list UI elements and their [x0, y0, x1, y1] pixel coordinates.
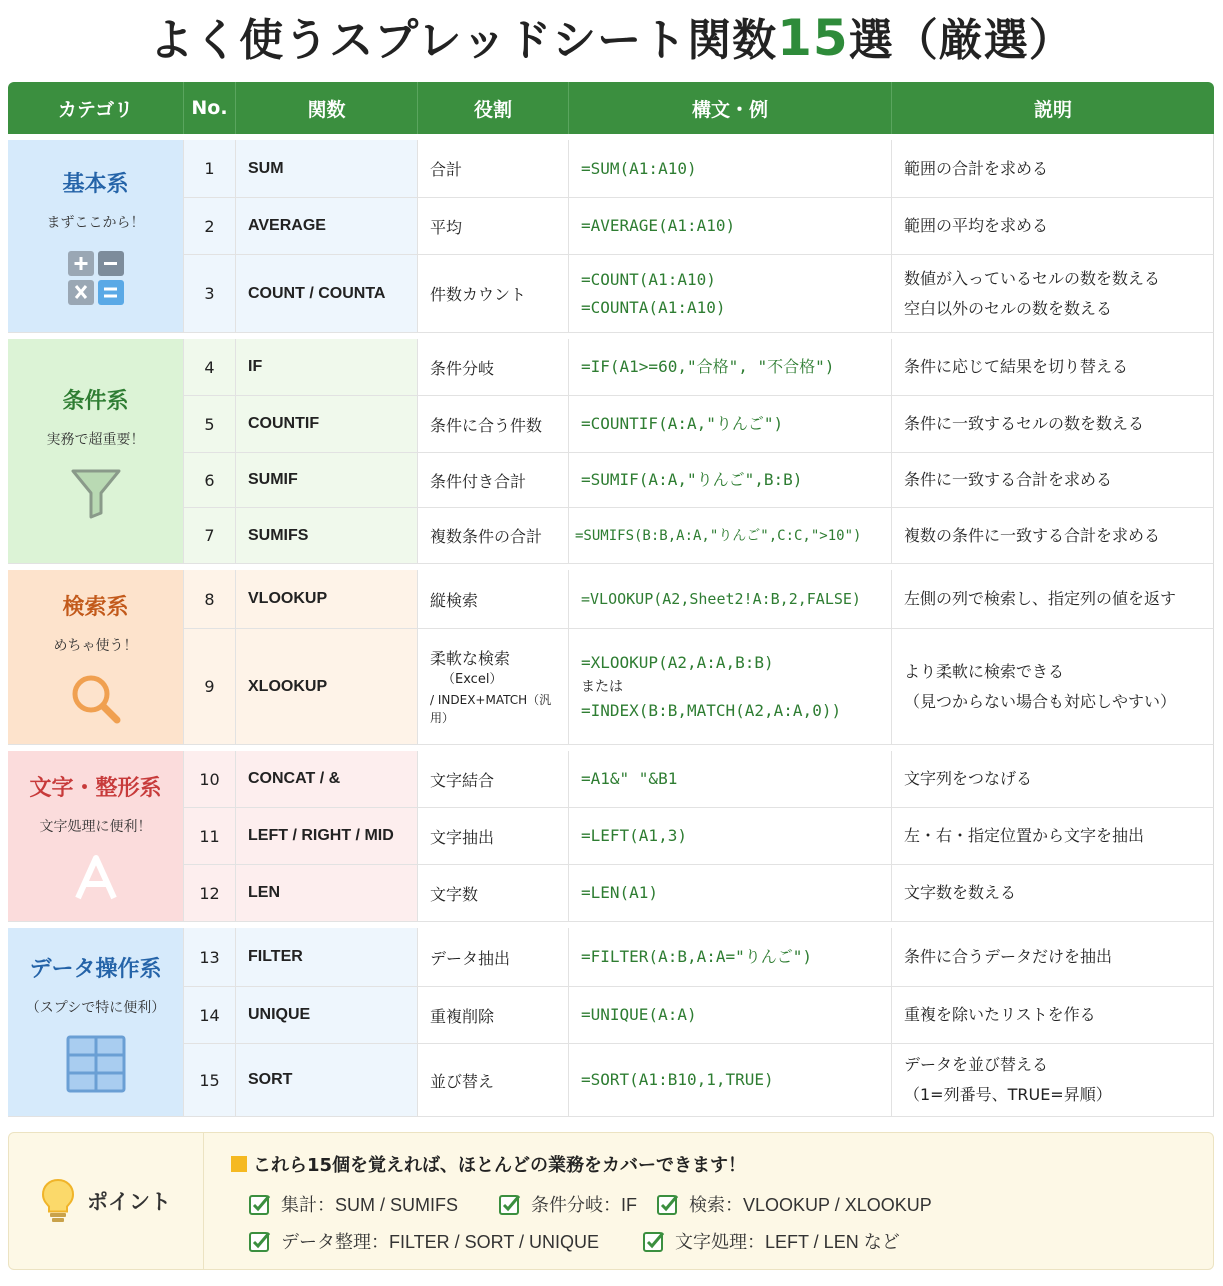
syntax-line: =INDEX(B:B,MATCH(A2,A:A,0)): [581, 700, 842, 720]
point-headline: [231, 1151, 746, 1177]
function-syntax: =LEN(A1): [569, 865, 892, 922]
function-role: 合計: [418, 140, 569, 198]
table-row: [8, 508, 1214, 564]
category-search: [8, 570, 184, 745]
filter-icon: [70, 467, 122, 519]
table-row: [8, 339, 1214, 396]
point-item-text: 集計：SUM / SUMIFS: [281, 1195, 459, 1215]
category-subtitle: まずここから！: [46, 214, 145, 231]
category-title: データ操作系: [29, 956, 162, 982]
function-syntax: =VLOOKUP(A2,Sheet2!A:B,2,FALSE): [569, 570, 892, 629]
category-title: 文字・整形系: [29, 775, 162, 801]
function-role: 縦検索: [418, 570, 569, 629]
row-number: 13: [184, 928, 236, 987]
point-item: [657, 1191, 932, 1217]
letter-a-icon: [72, 854, 120, 902]
function-description: [892, 255, 1214, 333]
row-number: 12: [184, 865, 236, 922]
page-title: [0, 6, 1223, 70]
function-description: 重複を除いたリストを作る: [892, 987, 1214, 1044]
function-syntax: =SUMIFS(B:B,A:A,"りんご",C:C,">10"): [569, 508, 892, 564]
function-role: 文字抽出: [418, 808, 569, 865]
function-role: 並び替え: [418, 1044, 569, 1117]
role-note: （Excel）: [442, 672, 503, 687]
description-line: 数値が入っているセルの数を数える: [904, 268, 1161, 288]
header-category: カテゴリ: [8, 82, 184, 134]
function-name: LEN: [236, 865, 418, 922]
calculator-icon: [67, 250, 125, 306]
magnifier-icon: [70, 673, 122, 725]
function-syntax: =SUM(A1:A10): [569, 140, 892, 198]
description-line: （見つからない場合も対応しやすい）: [904, 691, 1177, 711]
function-role: 文字結合: [418, 751, 569, 808]
header-function: 関数: [236, 82, 418, 134]
function-syntax: [569, 255, 892, 333]
row-number: 8: [184, 570, 236, 629]
point-headline-text: これら15個を覚えれば、ほとんどの業務をカバーできます！: [253, 1155, 747, 1176]
header-role: 役割: [418, 82, 569, 134]
function-role: 文字数: [418, 865, 569, 922]
function-description: 文字列をつなげる: [892, 751, 1214, 808]
function-role: [418, 629, 569, 745]
table-row: [8, 987, 1214, 1044]
function-description: 条件に一致するセルの数を数える: [892, 396, 1214, 453]
point-item-text: 検索：VLOOKUP / XLOOKUP: [689, 1195, 932, 1215]
row-number: 14: [184, 987, 236, 1044]
row-number: 11: [184, 808, 236, 865]
category-subtitle: 文字処理に便利！: [39, 818, 152, 835]
row-number: 2: [184, 198, 236, 255]
function-name: XLOOKUP: [236, 629, 418, 745]
table-row: [8, 808, 1214, 865]
point-item: [249, 1228, 599, 1254]
function-description: 左側の列で検索し、指定列の値を返す: [892, 570, 1214, 629]
syntax-line: =COUNTA(A1:A10): [581, 297, 726, 317]
function-role: データ抽出: [418, 928, 569, 987]
title-number: 15: [777, 9, 849, 67]
function-role: 平均: [418, 198, 569, 255]
row-number: 1: [184, 140, 236, 198]
description-line: （1=列番号、TRUE=昇順）: [904, 1085, 1112, 1104]
category-text: [8, 751, 184, 922]
row-number: 10: [184, 751, 236, 808]
category-subtitle: 実務で超重要！: [46, 431, 145, 448]
function-syntax: =AVERAGE(A1:A10): [569, 198, 892, 255]
function-syntax: =FILTER(A:B,A:A="りんご"): [569, 928, 892, 987]
category-data: [8, 928, 184, 1117]
function-name: SUMIFS: [236, 508, 418, 564]
function-description: 範囲の平均を求める: [892, 198, 1214, 255]
function-name: AVERAGE: [236, 198, 418, 255]
function-role: 件数カウント: [418, 255, 569, 333]
point-item: [499, 1191, 637, 1217]
category-basic: [8, 140, 184, 333]
function-description: 複数の条件に一致する合計を求める: [892, 508, 1214, 564]
header-no: No.: [184, 82, 236, 134]
function-name: LEFT / RIGHT / MID: [236, 808, 418, 865]
function-name: UNIQUE: [236, 987, 418, 1044]
function-name: SUMIF: [236, 453, 418, 508]
header-syntax: 構文・例: [569, 82, 892, 134]
syntax-line: =XLOOKUP(A2,A:A,B:B): [581, 652, 774, 672]
category-condition: [8, 339, 184, 564]
role-line: 柔軟な検索: [430, 649, 511, 668]
description-line: より柔軟に検索できる: [904, 661, 1065, 681]
function-syntax: =LEFT(A1,3): [569, 808, 892, 865]
point-label-area: [9, 1133, 204, 1269]
function-name: CONCAT / &: [236, 751, 418, 808]
description-line: データを並び替える: [904, 1055, 1049, 1074]
header-description: 説明: [892, 82, 1214, 134]
functions-table: [8, 82, 1214, 1117]
function-name: SUM: [236, 140, 418, 198]
square-bullet-icon: [231, 1156, 247, 1172]
function-description: 条件に一致する合計を求める: [892, 453, 1214, 508]
table-row: [8, 453, 1214, 508]
table-row: [8, 255, 1214, 333]
function-description: [892, 1044, 1214, 1117]
function-syntax: =A1&" "&B1: [569, 751, 892, 808]
checkbox-checked-icon: [657, 1193, 679, 1215]
function-syntax: =COUNTIF(A:A,"りんご"): [569, 396, 892, 453]
function-role: 条件に合う件数: [418, 396, 569, 453]
row-number: 7: [184, 508, 236, 564]
row-number: 3: [184, 255, 236, 333]
checkbox-checked-icon: [499, 1193, 521, 1215]
table-row: [8, 1044, 1214, 1117]
role-note: / INDEX+MATCH（汎用）: [430, 693, 552, 725]
function-role: 条件付き合計: [418, 453, 569, 508]
table-row: [8, 928, 1214, 987]
checkbox-checked-icon: [249, 1230, 271, 1252]
point-item: [249, 1191, 458, 1217]
function-description: 範囲の合計を求める: [892, 140, 1214, 198]
syntax-line: =COUNT(A1:A10): [581, 269, 716, 289]
checkbox-checked-icon: [643, 1230, 665, 1252]
function-role: 重複削除: [418, 987, 569, 1044]
point-item: [643, 1228, 900, 1254]
function-description: 文字数を数える: [892, 865, 1214, 922]
point-box: [8, 1132, 1214, 1270]
function-role: 条件分岐: [418, 339, 569, 396]
function-name: COUNTIF: [236, 396, 418, 453]
point-item-text: 文字処理：LEFT / LEN など: [675, 1232, 900, 1252]
table-row: [8, 140, 1214, 198]
table-row: [8, 751, 1214, 808]
function-name: IF: [236, 339, 418, 396]
point-item-text: 条件分岐：IF: [531, 1195, 637, 1215]
function-syntax: =SORT(A1:B10,1,TRUE): [569, 1044, 892, 1117]
row-number: 9: [184, 629, 236, 745]
category-title: 条件系: [62, 388, 129, 414]
row-number: 4: [184, 339, 236, 396]
category-title: 基本系: [62, 171, 129, 197]
title-text: よく使うスプレッドシート関数: [149, 15, 778, 66]
function-name: VLOOKUP: [236, 570, 418, 629]
table-row: [8, 570, 1214, 629]
description-line: 空白以外のセルの数を数える: [904, 298, 1113, 318]
checkbox-checked-icon: [249, 1193, 271, 1215]
row-number: 6: [184, 453, 236, 508]
category-subtitle: めちゃ使う！: [53, 637, 138, 654]
function-syntax: [569, 629, 892, 745]
function-syntax: =IF(A1>=60,"合格", "不合格"): [569, 339, 892, 396]
function-name: COUNT / COUNTA: [236, 255, 418, 333]
lightbulb-icon: [41, 1178, 75, 1224]
grid-table-icon: [66, 1035, 126, 1093]
function-syntax: =SUMIF(A:A,"りんご",B:B): [569, 453, 892, 508]
category-subtitle: （スプシで特に便利）: [25, 999, 166, 1016]
table-header-row: [8, 82, 1214, 134]
function-syntax: =UNIQUE(A:A): [569, 987, 892, 1044]
function-description: 左・右・指定位置から文字を抽出: [892, 808, 1214, 865]
table-row: [8, 865, 1214, 922]
syntax-or: または: [581, 678, 623, 695]
function-name: SORT: [236, 1044, 418, 1117]
function-description: [892, 629, 1214, 745]
point-item-text: データ整理：FILTER / SORT / UNIQUE: [281, 1232, 600, 1252]
function-name: FILTER: [236, 928, 418, 987]
title-suffix: 選（厳選）: [848, 15, 1074, 66]
category-title: 検索系: [62, 594, 129, 620]
row-number: 5: [184, 396, 236, 453]
function-role: 複数条件の合計: [418, 508, 569, 564]
function-description: 条件に合うデータだけを抽出: [892, 928, 1214, 987]
function-description: 条件に応じて結果を切り替える: [892, 339, 1214, 396]
table-row: [8, 396, 1214, 453]
table-row: [8, 629, 1214, 745]
table-row: [8, 198, 1214, 255]
point-label: ポイント: [87, 1190, 171, 1214]
row-number: 15: [184, 1044, 236, 1117]
